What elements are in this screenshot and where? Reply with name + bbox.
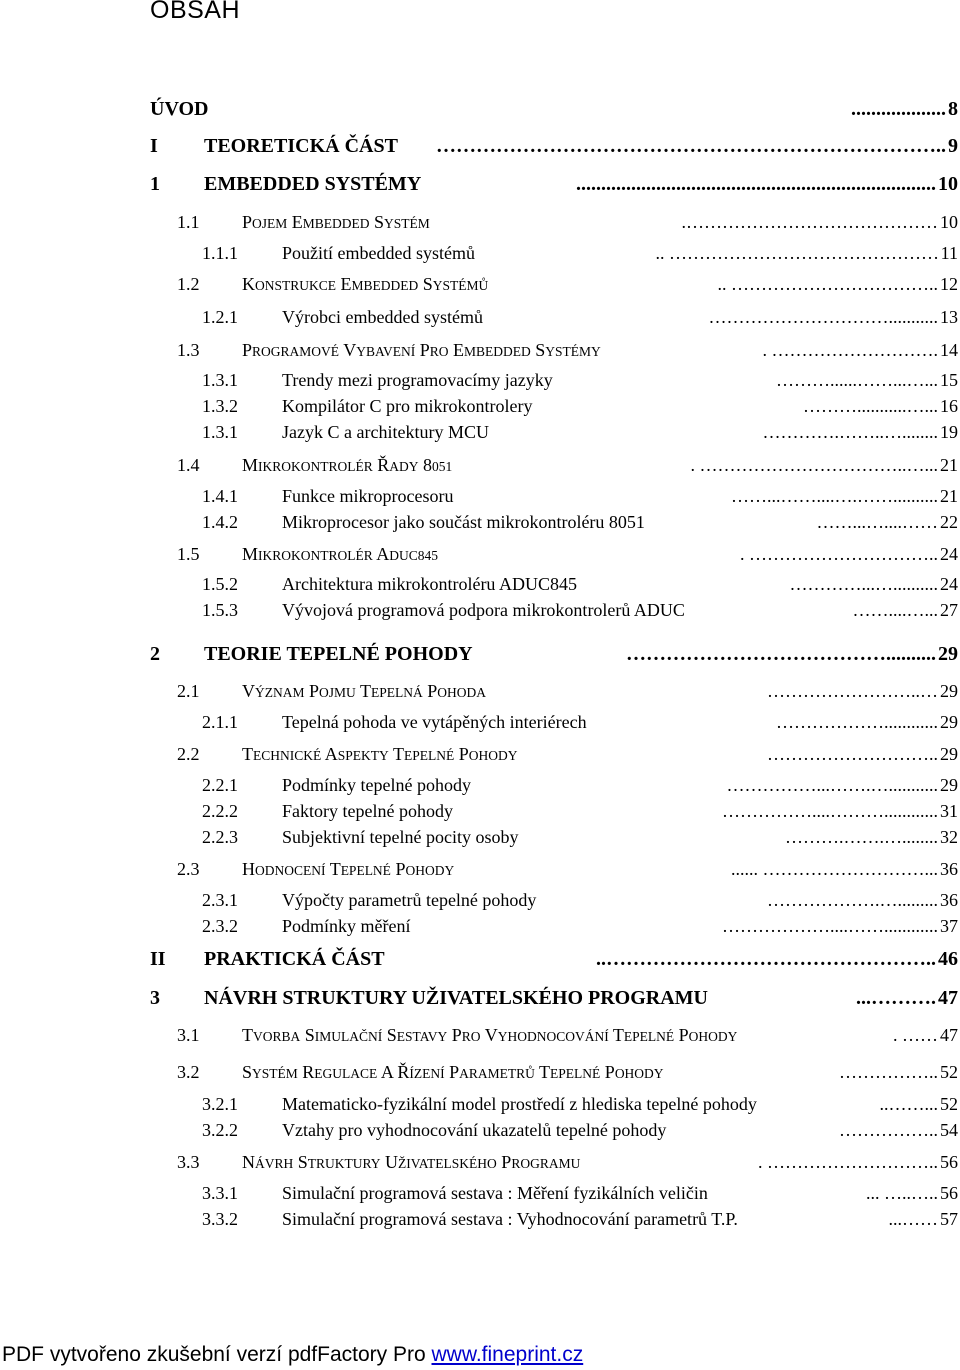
toc-page-number: 13 (940, 307, 958, 327)
toc-leader: …………...….......... (789, 574, 938, 594)
toc-number: 2.3 (177, 859, 200, 879)
toc-page-number: 10 (940, 212, 958, 232)
toc-number: 3.1 (177, 1025, 200, 1045)
toc-page-number: 15 (940, 370, 958, 390)
toc-row[interactable] (0, 1091, 960, 1117)
toc-row[interactable] (0, 1180, 960, 1206)
toc-page-number: 46 (938, 948, 958, 970)
toc-number: 1.2 (177, 274, 200, 294)
toc-number: 1.3.1 (202, 370, 238, 390)
toc-leader: . ………………………….. (740, 544, 938, 564)
toc-title: PRAKTICKÁ ČÁST (204, 948, 385, 970)
toc-title: Výpočty parametrů tepelné pohody (282, 890, 537, 910)
toc-leader: ……………………….. (767, 744, 938, 764)
toc-page-number: 29 (940, 712, 958, 732)
toc-title: Jazyk C a architektury MCU (282, 422, 489, 442)
page-title: OBSAH (150, 0, 241, 24)
toc-number: 1.4.1 (202, 486, 238, 506)
toc-row[interactable] (0, 209, 960, 235)
toc-number: 2.2.2 (202, 801, 238, 821)
toc-number: 1.3.2 (202, 396, 238, 416)
toc-number: 3.2.1 (202, 1094, 238, 1114)
toc-leader: ……………...…….…........... (726, 775, 938, 795)
toc-leader: ...………. (856, 987, 936, 1009)
toc-title: Podmínky tepelné pohody (282, 775, 471, 795)
toc-row[interactable] (0, 824, 960, 850)
toc-title: TEORETICKÁ ČÁST (204, 135, 398, 157)
toc-row[interactable] (0, 1117, 960, 1143)
toc-title: SYSTÉM REGULACE A ŘÍZENÍ PARAMETRŮ TEPELNÉ POHODY (242, 1062, 664, 1082)
toc-page-number: 32 (940, 827, 958, 847)
toc-number: 3.3.2 (202, 1209, 238, 1229)
toc-leader: ………….……..…........ (762, 422, 938, 442)
toc-leader: ……………....………............ (722, 801, 938, 821)
toc-number: 1.5.3 (202, 600, 238, 620)
toc-title: Vývojová programová podpora mikrokontrolerů ADUC (282, 600, 685, 620)
toc-page-number: 47 (940, 1025, 958, 1045)
toc-leader: ……...…....…… (816, 512, 938, 532)
toc-leader: .…………………………………… (681, 212, 938, 232)
toc-number: 3 (150, 987, 160, 1009)
toc-page-number: 19 (940, 422, 958, 442)
toc-leader: ……....…... (852, 600, 938, 620)
toc-row[interactable] (0, 678, 960, 704)
toc-number: 1.3 (177, 340, 200, 360)
toc-page-number: 22 (940, 512, 958, 532)
toc-leader: ………………………………….......... (626, 643, 936, 665)
toc-title: Výrobci embedded systémů (282, 307, 483, 327)
toc-page-number: 52 (940, 1062, 958, 1082)
toc-number: 2.1 (177, 681, 200, 701)
toc-leader: ................... (851, 98, 946, 120)
toc-title: Tepelná pohoda ve vytápěných interiérech (282, 712, 587, 732)
toc-row[interactable] (0, 741, 960, 767)
toc-title: Simulační programová sestava : Vyhodnocování parametrů T.P. (282, 1209, 738, 1229)
toc-page-number: 11 (940, 243, 958, 263)
toc-page-number: 36 (940, 859, 958, 879)
toc-number: 2 (150, 643, 160, 665)
toc-leader: ........................................................................ (576, 173, 936, 195)
toc-page-number: 16 (940, 396, 958, 416)
toc-page-number: 27 (940, 600, 958, 620)
toc-leader: ……………………..… (767, 681, 938, 701)
toc-leader: ………………............ (776, 712, 938, 732)
toc-row[interactable] (0, 856, 960, 882)
toc-page-number: 24 (940, 574, 958, 594)
toc-row[interactable] (0, 641, 960, 667)
toc-title: MIKROKONTROLÉR ŘADY 8051 (242, 455, 453, 475)
toc-page-number: 24 (940, 544, 958, 564)
footer-link[interactable]: www.fineprint.cz (431, 1343, 584, 1366)
toc-leader: …………….. (839, 1062, 938, 1082)
toc-page-number: 21 (940, 455, 958, 475)
toc-row[interactable] (0, 985, 960, 1011)
toc-row[interactable] (0, 597, 960, 623)
toc-row[interactable] (0, 541, 960, 567)
toc-number: 1.5.2 (202, 574, 238, 594)
toc-page-number: 52 (940, 1094, 958, 1114)
toc-title: TEORIE TEPELNÉ POHODY (204, 643, 473, 665)
toc-page-number: 8 (948, 98, 958, 120)
toc-number: 1.1.1 (202, 243, 238, 263)
toc-leader: . …… (893, 1025, 938, 1045)
toc-page-number: 9 (948, 135, 958, 157)
toc-row[interactable] (0, 772, 960, 798)
toc-number: 3.3 (177, 1152, 200, 1172)
toc-title: Funkce mikroprocesoru (282, 486, 454, 506)
toc-title: Subjektivní tepelné pocity osoby (282, 827, 519, 847)
toc-number: 1.2.1 (202, 307, 238, 327)
toc-row[interactable] (0, 709, 960, 735)
toc-number: I (150, 135, 158, 157)
toc-leader: ……….…….…........ (785, 827, 938, 847)
toc-title: Použití embedded systémů (282, 243, 475, 263)
toc-leader: …………….. (839, 1120, 938, 1140)
toc-leader: ………......……...…... (776, 370, 938, 390)
toc-number: ÚVOD (150, 98, 209, 120)
toc-title: PROGRAMOVÉ VYBAVENÍ PRO EMBEDDED SYSTÉMY (242, 340, 601, 360)
toc-leader: …………………………........... (708, 307, 938, 327)
toc-row[interactable] (0, 798, 960, 824)
toc-leader: ………………....……............ (722, 916, 938, 936)
toc-title: POJEM EMBEDDED SYSTÉM (242, 212, 430, 232)
toc-row[interactable] (0, 367, 960, 393)
toc-page-number: 54 (940, 1120, 958, 1140)
toc-title: EMBEDDED SYSTÉMY (204, 173, 422, 195)
toc-number: 1.3.1 (202, 422, 238, 442)
toc-leader: ..……... (879, 1094, 938, 1114)
toc-page-number: 29 (940, 744, 958, 764)
toc-row[interactable] (0, 509, 960, 535)
toc-page-number: 29 (940, 681, 958, 701)
toc-row[interactable] (0, 337, 960, 363)
toc-page-number: 47 (938, 987, 958, 1009)
toc-title: MIKROKONTROLÉR ADUC845 (242, 544, 439, 564)
toc-page-number: 56 (940, 1183, 958, 1203)
toc-number: 2.2.3 (202, 827, 238, 847)
toc-number: 3.2 (177, 1062, 200, 1082)
toc-title: Trendy mezi programovacímy jazyky (282, 370, 553, 390)
toc-row[interactable] (0, 240, 960, 266)
toc-title: Architektura mikrokontroléru ADUC845 (282, 574, 577, 594)
toc-leader: ………………………………………………………………….. (436, 135, 946, 157)
toc-row[interactable] (0, 483, 960, 509)
toc-title: Matematicko-fyzikální model prostředí z hlediska tepelné pohody (282, 1094, 757, 1114)
toc-row[interactable] (0, 452, 960, 478)
toc-row[interactable] (0, 946, 960, 972)
toc-title: Vztahy pro vyhodnocování ukazatelů tepelné pohody (282, 1120, 667, 1140)
toc-number: 2.2 (177, 744, 200, 764)
toc-row[interactable] (0, 133, 960, 159)
toc-row[interactable] (0, 393, 960, 419)
toc-title: TVORBA SIMULAČNÍ SESTAVY PRO VYHODNOCOVÁNÍ TEPELNÉ POHODY (242, 1025, 738, 1045)
toc-leader: ...…… (888, 1209, 938, 1229)
toc-page-number: 31 (940, 801, 958, 821)
toc-title: Kompilátor C pro mikrokontrolery (282, 396, 533, 416)
toc-number: 1 (150, 173, 160, 195)
toc-number: 2.2.1 (202, 775, 238, 795)
toc-title: VÝZNAM POJMU TEPELNÁ POHODA (242, 681, 486, 701)
toc-row[interactable] (0, 171, 960, 197)
toc-page-number: 21 (940, 486, 958, 506)
toc-title: Mikroprocesor jako součást mikrokontroléru 8051 (282, 512, 645, 532)
toc-number: 1.4 (177, 455, 200, 475)
toc-row[interactable] (0, 887, 960, 913)
toc-page-number: 36 (940, 890, 958, 910)
toc-row[interactable] (0, 1149, 960, 1175)
toc-number: 1.1 (177, 212, 200, 232)
toc-leader: ...... ………………………... (731, 859, 938, 879)
toc-page-number: 29 (940, 775, 958, 795)
toc-number: II (150, 948, 166, 970)
toc-row[interactable] (0, 1206, 960, 1232)
toc-number: 2.3.1 (202, 890, 238, 910)
toc-row[interactable] (0, 96, 960, 122)
toc-title: KONSTRUKCE EMBEDDED SYSTÉMŮ (242, 274, 489, 294)
toc-page-number: 12 (940, 274, 958, 294)
toc-title: Faktory tepelné pohody (282, 801, 453, 821)
toc-title: TECHNICKÉ ASPEKTY TEPELNÉ POHODY (242, 744, 518, 764)
toc-row[interactable] (0, 304, 960, 330)
toc-page-number: 10 (938, 173, 958, 195)
toc-page-number: 56 (940, 1152, 958, 1172)
toc-row[interactable] (0, 1059, 960, 1085)
toc-number: 3.2.2 (202, 1120, 238, 1140)
toc-row[interactable] (0, 571, 960, 597)
toc-leader: .. …………………………….. (717, 274, 938, 294)
toc-row[interactable] (0, 419, 960, 445)
toc-number: 3.3.1 (202, 1183, 238, 1203)
toc-number: 2.3.2 (202, 916, 238, 936)
toc-leader: .. ……………………………………… (655, 243, 939, 263)
toc-title: Podmínky měření (282, 916, 411, 936)
toc-leader: ……...……....….…….......... (731, 486, 938, 506)
toc-title: NÁVRH STRUKTURY UŽIVATELSKÉHO PROGRAMU (242, 1152, 581, 1172)
toc-title: NÁVRH STRUKTURY UŽIVATELSKÉHO PROGRAMU (204, 987, 708, 1009)
toc-leader: ……………….…......... (767, 890, 938, 910)
toc-page-number: 37 (940, 916, 958, 936)
toc-page-number: 57 (940, 1209, 958, 1229)
toc-row[interactable] (0, 271, 960, 297)
toc-leader: ..………………………………………….. (596, 948, 936, 970)
toc-title: Simulační programová sestava : Měření fyzikálních veličin (282, 1183, 708, 1203)
toc-row[interactable] (0, 1022, 960, 1048)
toc-number: 1.4.2 (202, 512, 238, 532)
toc-leader: . ……………………………..…... (690, 455, 938, 475)
toc-leader: ………...........…... (803, 396, 938, 416)
footer-text: PDF vytvořeno zkušební verzí pdfFactory Pro (2, 1343, 432, 1366)
toc-leader: . ………………………. (762, 340, 938, 360)
toc-number: 1.5 (177, 544, 200, 564)
toc-number: 2.1.1 (202, 712, 238, 732)
toc-page-number: 14 (940, 340, 958, 360)
toc-leader: . ……………………….. (758, 1152, 938, 1172)
toc-row[interactable] (0, 913, 960, 939)
pdf-footer (2, 1343, 583, 1367)
toc-title: HODNOCENÍ TEPELNÉ POHODY (242, 859, 455, 879)
toc-leader: ... …..….. (866, 1183, 938, 1203)
toc-page-number: 29 (938, 643, 958, 665)
